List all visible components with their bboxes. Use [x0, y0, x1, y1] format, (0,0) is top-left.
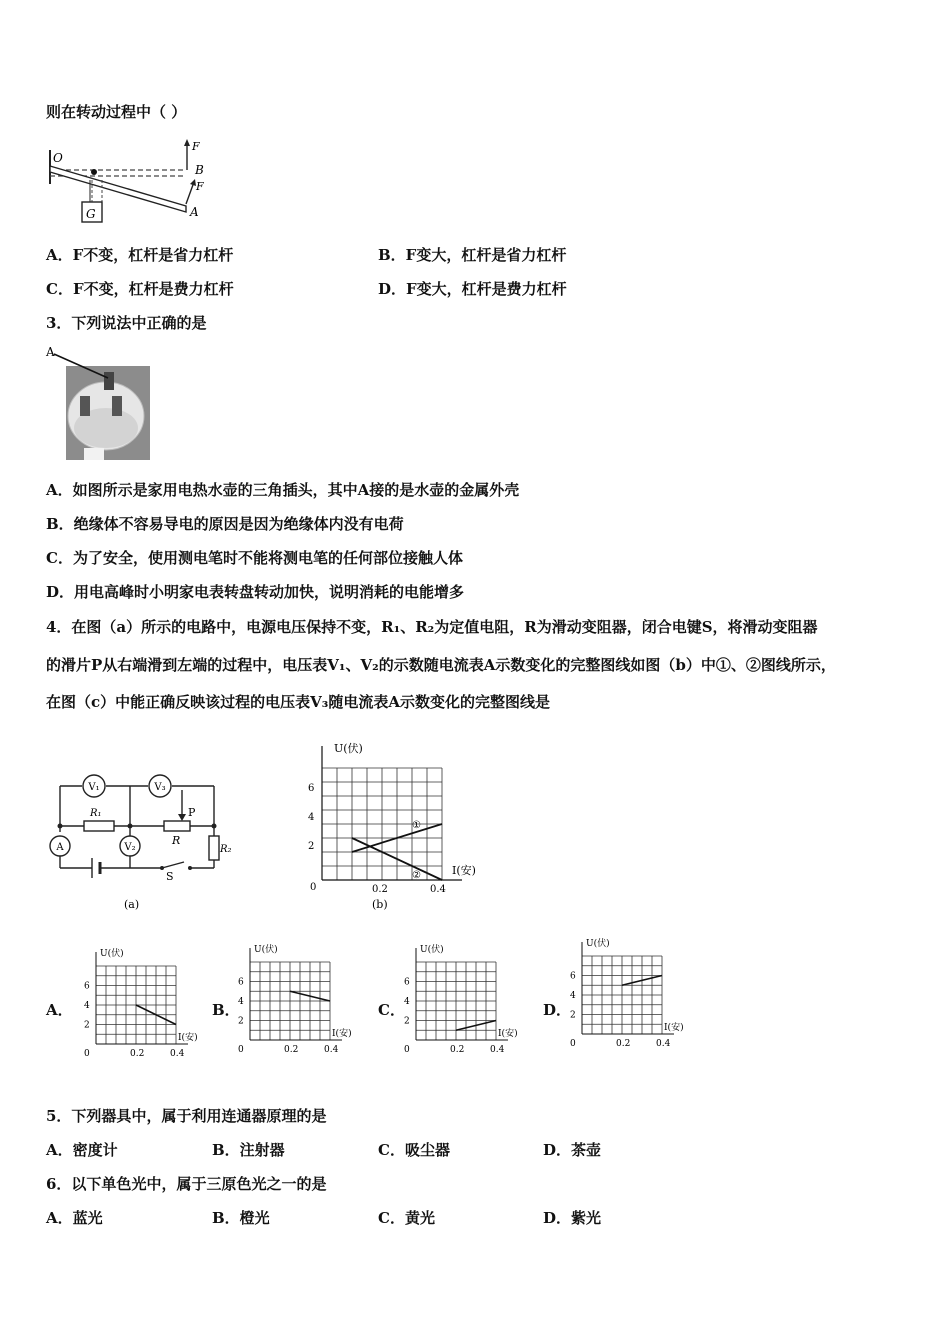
- graph-b-ytick-4: 4: [308, 812, 315, 823]
- resistor-r1-label: R₁: [90, 808, 102, 819]
- graph-b-xlabel: I(安): [452, 864, 476, 877]
- ammeter-a: [50, 836, 70, 856]
- q2-option-b: B．F变大，杠杆是省力杠杆: [378, 246, 567, 264]
- option-b-xlabel: I(安): [332, 1029, 352, 1039]
- q6-stem: 6．以下单色光中，属于三原色光之一的是: [46, 1175, 327, 1193]
- q2-stem-tail: 则在转动过程中（ ）: [46, 103, 187, 121]
- option-c-xtick-04: 0.4: [490, 1045, 505, 1055]
- q4-option-c-letter: C．: [378, 1001, 405, 1019]
- q4-line3: 在图（c）中能正确反映该过程的电压表V₃随电流表A示数变化的完整图线是: [46, 693, 550, 711]
- option-b-ytick-2: 2: [238, 1016, 244, 1027]
- q6-option-c: C．黄光: [378, 1209, 435, 1227]
- q6-option-b: B．橙光: [212, 1209, 270, 1227]
- q5-option-b: B．注射器: [212, 1141, 285, 1159]
- graph-b-line2-label: ②: [412, 870, 421, 881]
- q5-stem: 5．下列器具中，属于利用连通器原理的是: [46, 1107, 327, 1125]
- option-d-xtick-04: 0.4: [656, 1039, 671, 1049]
- option-d-ytick-4: 4: [570, 991, 576, 1001]
- q3-option-b: B．绝缘体不容易导电的原因是因为绝缘体内没有电荷: [46, 515, 404, 533]
- option-a-graph[interactable]: [82, 944, 202, 1062]
- graph-b-origin: 0: [310, 882, 317, 893]
- option-d-origin: 0: [570, 1039, 576, 1049]
- rheostat-r-label: R: [172, 834, 181, 847]
- option-c-ylabel: U(伏): [420, 945, 444, 955]
- option-c-ytick-4: 4: [404, 997, 410, 1007]
- q5-option-a: A．密度计: [46, 1141, 118, 1159]
- plug-label-a: A: [46, 345, 55, 359]
- q4-line2: 的滑片P从右端滑到左端的过程中，电压表V₁、V₂的示数随电流表A示数变化的完整图线如图（b）中①、②图线所示，: [46, 656, 836, 674]
- option-a-origin: 0: [84, 1049, 90, 1059]
- option-a-ytick-6: 6: [84, 981, 90, 992]
- option-d-xtick-02: 0.2: [616, 1039, 631, 1049]
- graph-b-ylabel: U(伏): [334, 742, 363, 755]
- plug-photo: [44, 344, 152, 462]
- option-a-xlabel: I(安): [178, 1033, 198, 1043]
- q4-option-a-letter: A．: [46, 1001, 73, 1019]
- option-d-graph[interactable]: [568, 934, 708, 1058]
- graph-b-xtick-02: 0.2: [372, 884, 388, 895]
- option-b-ylabel: U(伏): [254, 945, 278, 955]
- label-g: G: [86, 207, 96, 221]
- label-a: A: [190, 205, 199, 219]
- label-f-up: F: [192, 140, 200, 153]
- svg-text:V₂: V₂: [124, 842, 136, 853]
- graph-b-ytick-2: 2: [308, 841, 315, 852]
- label-b: B: [195, 163, 204, 177]
- option-d-ytick-2: 2: [570, 1010, 576, 1021]
- option-c-ytick-6: 6: [404, 977, 410, 988]
- slider-p-label: P: [188, 806, 196, 819]
- svg-text:V₁: V₁: [88, 782, 100, 793]
- voltmeter-v1: [83, 775, 105, 797]
- option-d-ytick-6: 6: [570, 971, 576, 982]
- option-d-ylabel: U(伏): [586, 939, 610, 949]
- q4-option-d-letter: D．: [543, 1001, 572, 1019]
- option-b-xtick-02: 0.2: [284, 1045, 299, 1055]
- option-a-ytick-2: 2: [84, 1020, 90, 1031]
- voltmeter-v2: [120, 836, 140, 856]
- option-c-ytick-2: 2: [404, 1016, 410, 1027]
- q3-option-d: D．用电高峰时小明家电表转盘转动加快，说明消耗的电能增多: [46, 583, 465, 601]
- option-c-graph[interactable]: [402, 940, 522, 1058]
- q2-option-c: C．F不变，杠杆是费力杠杆: [46, 280, 234, 298]
- option-b-ytick-4: 4: [238, 997, 244, 1007]
- label-o: O: [53, 151, 63, 165]
- q2-option-a: A．F不变，杠杆是省力杠杆: [46, 246, 234, 264]
- q2-option-d: D．F变大，杠杆是费力杠杆: [378, 280, 567, 298]
- option-a-xtick-04: 0.4: [170, 1049, 185, 1059]
- svg-text:V₃: V₃: [154, 782, 166, 793]
- switch-s-label: S: [166, 870, 174, 883]
- label-f-slant: F: [196, 180, 204, 193]
- q3-option-c: C．为了安全，使用测电笔时不能将测电笔的任何部位接触人体: [46, 549, 463, 567]
- option-b-ytick-6: 6: [238, 977, 244, 988]
- lever-figure: [44, 136, 214, 236]
- option-d-xlabel: I(安): [664, 1023, 684, 1033]
- q5-option-c: C．吸尘器: [378, 1141, 450, 1159]
- option-a-xtick-02: 0.2: [130, 1049, 145, 1059]
- option-c-xlabel: I(安): [498, 1029, 518, 1039]
- q3-option-a: A．如图所示是家用电热水壶的三角插头，其中A接的是水壶的金属外壳: [46, 481, 520, 499]
- circuit-diagram: [44, 766, 244, 916]
- graph-b-line1-label: ①: [412, 820, 421, 831]
- circuit-caption: (a): [124, 898, 140, 911]
- graph-b: [300, 736, 490, 916]
- q6-option-a: A．蓝光: [46, 1209, 103, 1227]
- voltmeter-v3: [149, 775, 171, 797]
- resistor-r2-label: R₂: [220, 844, 232, 855]
- graph-b-ytick-6: 6: [308, 783, 315, 794]
- option-b-xtick-04: 0.4: [324, 1045, 339, 1055]
- graph-b-caption: (b): [372, 898, 388, 911]
- option-a-ylabel: U(伏): [100, 949, 124, 959]
- q4-option-b-letter: B．: [212, 1001, 240, 1019]
- svg-text:A: A: [56, 842, 64, 853]
- option-c-origin: 0: [404, 1045, 410, 1055]
- q6-option-d: D．紫光: [543, 1209, 602, 1227]
- option-b-origin: 0: [238, 1045, 244, 1055]
- graph-b-xtick-04: 0.4: [430, 884, 446, 895]
- option-c-xtick-02: 0.2: [450, 1045, 465, 1055]
- q5-option-d: D．茶壶: [543, 1141, 602, 1159]
- option-a-ytick-4: 4: [84, 1001, 90, 1011]
- q3-stem: 3．下列说法中正确的是: [46, 314, 207, 332]
- option-b-graph[interactable]: [236, 940, 356, 1058]
- q4-line1: 4．在图（a）所示的电路中，电源电压保持不变，R₁、R₂为定值电阻，R为滑动变阻器，闭合电键S，将滑动变阻器: [46, 618, 818, 636]
